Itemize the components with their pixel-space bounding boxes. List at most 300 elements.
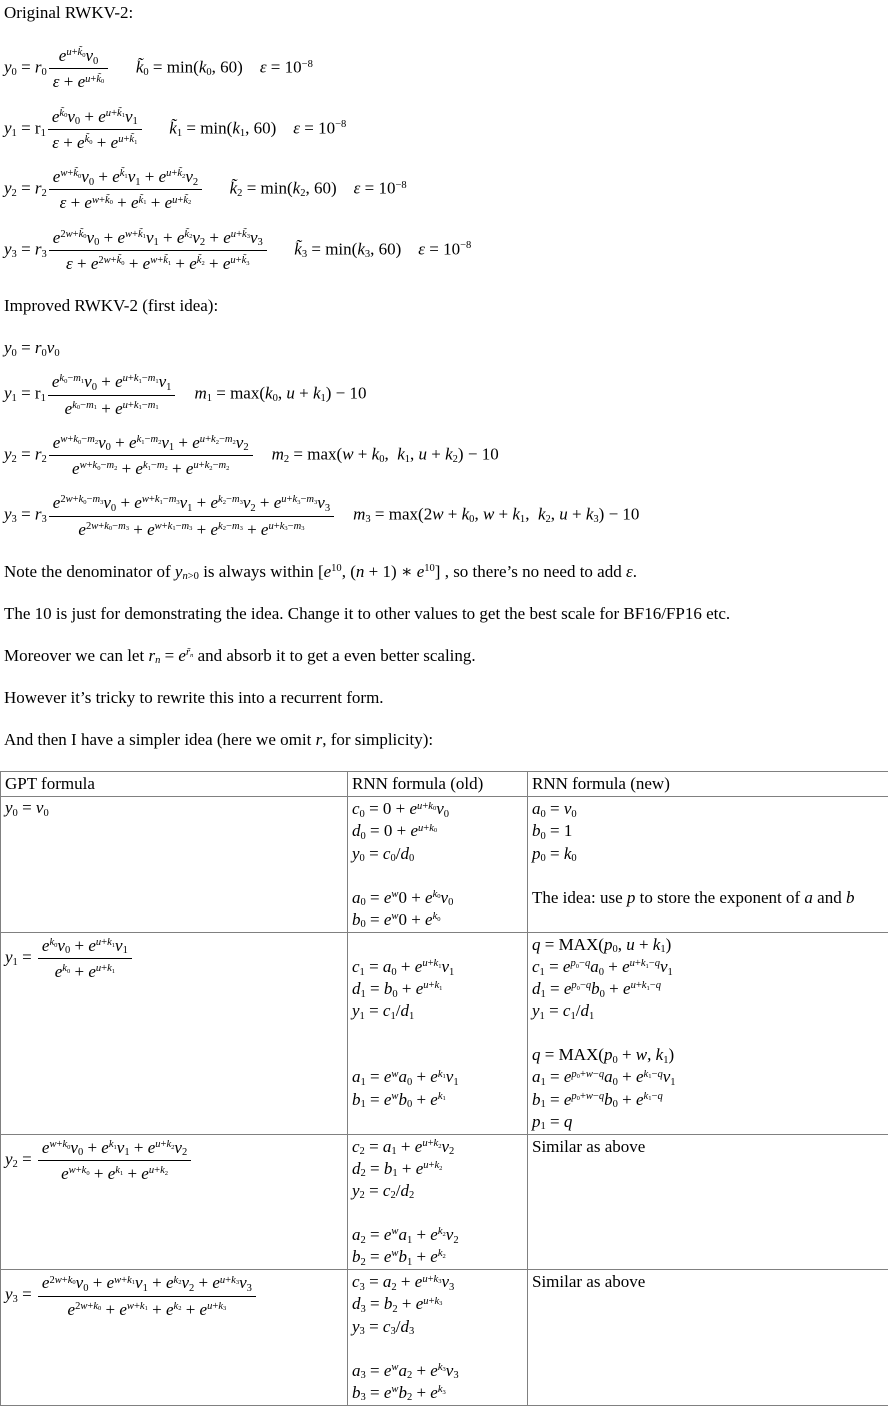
subscript: 0 [359,808,365,820]
subscript: 1 [138,404,142,412]
gpt-formula-cell: $y_3$ = $\frac{e^{2w+k_0}v_0 + e^{w+k_1}v_1 + e^{k_2}v_2 + e^{u+k_3}v_3}{e^{2w+k_0} + e^{w+k_1} + e^{k_2} + e^{u+k_3}}$ [1,1270,348,1406]
subscript: 0 [406,1076,413,1088]
superscript: k1 [108,1138,117,1151]
subscript: 3 [125,525,129,533]
subscript: 2 [250,502,256,514]
subscript: 1 [141,438,145,446]
formula-line: $y_1 = c_1/d_1$ [532,1001,595,1022]
subscript: 0 [11,347,17,359]
subscript: 1 [442,1073,446,1081]
subscript: 3 [439,1300,443,1308]
subscript: 1 [93,404,97,412]
subscript: 0 [89,138,93,146]
subscript: 0 [91,381,97,393]
subscript: 0 [121,259,125,267]
superscript: u+k̃2 [172,194,192,207]
superscript: u+k̃1 [118,134,138,146]
formula-line: $q = MAX(p_0$, $u + k_1$) [532,934,672,956]
subscript: 1 [153,237,159,249]
subscript: 0 [101,78,105,86]
rnn-old-cell [348,932,528,1134]
subscript: 1 [540,1121,546,1133]
subscript: 1 [646,984,650,992]
subscript: 2 [452,453,458,465]
subscript: 1 [404,453,411,465]
superscript: u+k1 [95,963,116,975]
subscript: 2 [406,1392,413,1404]
superscript: u+k2 [148,1165,169,1177]
subscript: 1 [80,378,85,386]
fraction [49,431,253,481]
subscript: 2 [164,464,168,472]
equation: $y_2 = r_2$ $\frac{e^{w+k̃_0}v_0 + e^{k̃_1}v_1 + e^{u+k̃_2}v_2}{\varepsilon + e^{w+k̃_0} + e^{k̃_1} + e^{u+k̃_2}}$ $k̃_2 = \min(k_2$, 60) $\varepsilon = 10^{-8}$ [4,165,888,215]
subscript: 1 [406,1256,413,1268]
subscript: 1 [540,1076,546,1088]
subscript: 0 [408,853,415,865]
subscript: 0 [432,805,437,813]
subscript: 2 [188,199,192,207]
subscript: 1 [239,127,246,139]
fraction-denominator: $\varepsilon + e^{2w+k̃_0} + e^{w+k̃_1} + e^{k̃_2} + e^{u+k̃_3}$ [49,250,267,275]
subscript: 3 [41,514,47,526]
subscript: 1 [392,1168,398,1180]
subscript: 0 [360,830,366,842]
superscript: u+k3 [219,1274,240,1287]
superscript: k0 [62,963,71,975]
superscript: k̃1 [119,168,128,180]
subscript: 2 [222,525,226,533]
superscript: w+k̃1 [150,255,172,267]
superscript: k̃0 [59,107,68,120]
subscript: 1 [539,1010,545,1022]
subscript: 0 [43,807,49,819]
subscript: 3 [453,1370,459,1382]
subscript: 3 [246,1282,252,1294]
superscript: p0+w−q [571,1090,605,1103]
subscript: 1 [391,1146,397,1158]
formula-line: Similar as above [532,1136,646,1156]
superscript: p0+w−q [571,1068,605,1081]
superscript: w [391,1361,399,1373]
subscript: 1 [167,259,172,267]
subscript: 3 [442,1388,446,1396]
paragraph: Improved RWKV-2 (first idea): [4,296,219,316]
subscript: 0 [540,808,546,820]
formula-line: $b_0 = 1$ [532,821,573,842]
formula-line [532,1022,884,1044]
superscript: k0 [432,911,441,923]
subscript: 2 [209,464,213,472]
fraction-numerator: $e^{w+k̃_0}v_0 + e^{k̃_1}v_1 + e^{u+k̃_2}v_2$ [52,167,199,188]
subscript: 3 [284,525,288,533]
superscript: 2w+k0−m3 [60,494,104,507]
subscript: 1 [11,393,17,405]
subscript: 3 [301,248,308,260]
superscript: w+k̃0 [60,168,82,180]
superscript: k1 [437,1090,446,1103]
formula-line: $a_1 = e^wa_0 + e^{k_1}v_1$ [352,1067,459,1088]
formula-line: $c_0 = 0 + e^{u+k_0}v_0$ [352,799,450,820]
superscript: k1−q [643,1090,663,1103]
subscript: 0 [54,941,58,949]
subscript: 3 [301,525,305,533]
superscript: u+k3 [422,1273,442,1286]
subscript: 0 [64,378,68,386]
subscript: 2 [359,1146,365,1158]
subscript: 1 [663,1054,669,1066]
subscript: 2 [360,1256,366,1268]
subscript: 1 [11,127,17,139]
subscript: 1 [540,988,546,1000]
fraction-denominator: $e^{2w+k_0-m_3} + e^{w+k_1-m_3} + e^{k_2-m_3} + e^{u+k_3-m_3}$ [49,516,334,541]
subscript: 0 [83,1282,89,1294]
gpt-formula-cell: $y_1$ = $\frac{e^{k_0}v_0 + e^{u+k_1}v_1}{e^{k_0} + e^{u+k_1}}$ [1,932,348,1134]
superscript: k̃1 [138,194,147,207]
subscript: 2 [182,172,186,180]
subscript: 2 [189,233,193,241]
formula-line: $d_0 = 0 + e^{u+k_0}$ [352,821,438,842]
superscript: u+k0 [418,822,438,835]
equation: $y_0 = r_0$ $\frac{e^{u+k̃_0}v_0}{\varepsilon + e^{u+k̃_0}}$ $k̃_0 = \min(k_0$, 60) $\varepsilon = 10^{-8}$ [4,44,888,94]
formula-line: $d_2 = b_1 + e^{u+k_2}$ [352,1158,443,1180]
subscript: 2 [243,442,249,454]
table-row [1,797,888,933]
subscript: 0 [443,808,450,820]
subscript: 3 [438,1278,442,1286]
subscript: 1 [570,1010,576,1022]
equation: $y_2 = r_2$ $\frac{e^{w+k_0-m_2}v_0 + e^{k_1-m_2}v_1 + e^{u+k_2-m_2}v_2}{e^{w+k_0-m_2} + e^{k_1-m_2} + e^{u+k_2-m_2}}$ $m_2 = \max(w + k_0$, $k_1$, $u + k_2) - 10$ [4,431,888,481]
table-row [1,1270,888,1406]
superscript: 2w+k̃0 [98,255,125,267]
fraction [49,165,202,215]
subscript: 0 [64,112,68,120]
superscript: k1 [437,1068,446,1081]
subscript: 3 [365,514,371,526]
subscript: 0 [379,453,385,465]
subscript: 0 [571,853,577,865]
fraction [38,1136,191,1186]
subscript: 3 [442,1366,446,1374]
subscript: 1 [155,378,159,386]
superscript: u+k3−m3 [268,520,305,533]
formula-line: $y_0 = c_0/d_0$ [352,843,415,865]
subscript: 2 [237,188,243,200]
subscript: 1 [176,127,183,139]
superscript: u+k1−q [630,980,661,992]
rnn-new-cell [528,797,888,933]
subscript: 2 [164,1169,169,1177]
equation: $y_0 = r_0v_0$ [4,338,60,359]
subscript: 3 [449,1281,455,1293]
superscript: w+k0−m2 [60,433,99,446]
subscript: 1 [206,393,212,405]
table-row [1,932,888,1134]
subscript: 0 [110,502,117,514]
rnn-new-cell [528,1270,888,1406]
subscript: 1 [359,1010,365,1022]
superscript: u+k3 [207,1300,227,1313]
subscript: 0 [612,944,618,956]
subscript: 1 [121,112,125,120]
subscript: 2 [359,1190,365,1202]
subscript: 0 [540,853,546,865]
subscript: 1 [40,393,46,405]
fraction-numerator: $e^{u+k̃_0}v_0$ [58,46,99,67]
subscript: 0 [437,915,441,923]
subscript: 0 [109,199,113,207]
subscript: 3 [314,499,318,507]
subscript: 0 [78,438,82,446]
fraction-denominator: $e^{k_0-m_1} + e^{u+k_1-m_1}$ [48,395,176,420]
fraction [49,226,267,276]
subscript: 1 [648,1073,652,1081]
superscript: u+k2 [155,1138,175,1151]
subscript: 0 [76,404,81,412]
formula-line [352,1338,523,1360]
fraction-denominator: $e^{2w+k_0} + e^{w+k_1} + e^{k_2} + e^{u+k_3}$ [38,1296,256,1321]
superscript: w [391,1068,399,1080]
subscript: 0 [41,67,47,79]
subscript: 2 [41,453,47,465]
fraction-numerator: $e^{2w+k_0-m_3}v_0 + e^{w+k_1-m_3}v_1 + e^{k_2-m_3}v_2 + e^{u+k_3-m_3}v_3$ [52,493,331,514]
column-header: RNN formula (new) [528,772,888,797]
subscript: 2 [438,1142,442,1150]
subscript: 0 [360,919,366,931]
subscript: 2 [94,438,99,446]
equation: $y_1 = r_1$ $\frac{e^{k_0-m_1}v_0 + e^{u+k_1-m_1}v_1}{e^{k_0-m_1} + e^{u+k_1-m_1}}$ $m_1 = \max(k_0$, $u + k_1) - 10$ [4,370,888,420]
subscript: 1 [111,967,116,975]
subscript: 2 [181,1147,188,1159]
subscript: 2 [11,188,17,200]
subscript: 0 [67,1143,71,1151]
superscript: k̃0 [84,134,93,146]
subscript: 3 [100,499,104,507]
subscript: 1 [135,176,141,188]
formula-line: $c_1 = e^{p_0-q}a_0 + e^{u+k_1-q}v_1$ [532,957,673,978]
subscript: 0 [392,988,398,1000]
subscript: 1 [12,957,18,969]
formula-line: $d_1 = b_0 + e^{u+k_1}$ [352,979,443,1000]
equation: $y_3 = r_3$ $\frac{e^{2w+k̃_0}v_0 + e^{w+k̃_1}v_1 + e^{k̃_2}v_2 + e^{u+k̃_3}v_3}{\varepsilon + e^{2w+k̃_0} + e^{w+k̃_1} + e^{k̃_2} + e^{u+k̃_3}}$ $k̃_3 = \min(k_3$, 60) $\varepsilon = 10^{-8}$ [4,226,888,276]
subscript: 1 [660,944,666,956]
superscript: w [391,1248,399,1260]
subscript: 2 [158,438,162,446]
table-header-row [1,772,888,797]
formula-line: $y_1 = c_1/d_1$ [352,1001,415,1022]
subscript: 1 [131,1279,136,1287]
paragraph: Original RWKV-2: [4,3,134,22]
subscript: 0 [97,464,101,472]
subscript: 2 [442,1230,446,1238]
superscript: u+k1−m1 [122,373,159,386]
superscript: u+k1 [423,980,443,992]
column-header: GPT formula [1,772,348,797]
column-header: RNN formula (old) [348,772,528,797]
fraction-denominator: $\varepsilon + e^{k̃_0} + e^{u+k̃_1}$ [48,129,142,154]
subscript: 3 [364,248,371,260]
superscript: w [391,911,399,923]
subscript: 0 [12,807,18,819]
subscript: 0 [77,1147,84,1159]
superscript: w+k0−m2 [79,460,118,472]
subscript: 0 [64,945,71,957]
subscript: 2 [360,1168,366,1180]
fraction [48,370,176,420]
formula-line: $b_1 = e^{p_0+w-q}b_0 + e^{k_1-q}$ [532,1089,663,1111]
fraction [48,105,142,155]
subscript: 1 [539,966,545,978]
subscript: 0 [576,1095,580,1103]
subscript: 1 [320,393,326,405]
superscript: k0−m1 [72,399,97,412]
subscript: 3 [360,1303,366,1315]
subscript: 0 [571,808,577,820]
formula-line: $d_3 = b_2 + e^{u+k_3}$ [352,1294,443,1315]
subscript: 3 [235,1279,240,1287]
subscript: 0 [86,1169,90,1177]
subscript: 1 [438,962,442,970]
subscript: 3 [11,248,17,260]
subscript: 0 [93,55,99,67]
subscript: 2 [11,453,17,465]
superscript: −8 [335,119,347,131]
superscript: r̃n [185,647,194,659]
subscript: 0 [576,984,580,992]
superscript: u+k1 [95,937,116,949]
formula-line: $a_0 = e^w0 + e^{k_0}v_0$ [352,887,454,909]
subscript: 1 [648,1095,652,1103]
subscript: 2 [283,453,290,465]
subscript: 0 [433,827,438,835]
subscript: 0 [406,1099,413,1111]
subscript: 1 [143,199,147,207]
subscript: 0 [78,172,82,180]
subscript: 0 [448,897,454,909]
paragraph: However it’s tricky to rewrite this into a recurrent form. [4,688,384,708]
subscript: 1 [172,525,176,533]
fraction-denominator: $\varepsilon + e^{w+k̃_0} + e^{k̃_1} + e^{u+k̃_2}$ [49,189,202,214]
subscript: 3 [408,1326,415,1338]
fraction-denominator: $e^{w+k_0} + e^{k_1} + e^{u+k_2}$ [38,1160,191,1185]
table-section [0,771,888,1406]
subscript: 0 [108,525,113,533]
subscript: 3 [593,514,599,526]
fraction-denominator: $e^{w+k_0-m_2} + e^{k_1-m_2} + e^{u+k_2-m_2}$ [49,455,253,480]
formula-line [352,1044,523,1066]
fraction-numerator: $e^{k_0}v_0 + e^{u+k_1}v_1$ [41,935,128,957]
subscript: 2 [178,1305,182,1313]
subscript: 2 [222,499,226,507]
subscript: 1 [40,127,46,139]
fraction-denominator: $e^{k_0} + e^{u+k_1}$ [38,958,132,983]
rnn-old-cell [348,1134,528,1270]
formula-line: $c_3 = a_2 + e^{u+k_3}v_3$ [352,1272,455,1293]
superscript: u+k̃1 [105,107,125,120]
superscript: w+k0 [49,1138,71,1151]
subscript: 3 [360,1392,366,1404]
subscript: 0 [72,1279,76,1287]
superscript: k̃2 [184,228,193,241]
subscript: 3 [189,525,193,533]
superscript: w+k̃0 [91,194,113,207]
formula-line: $y_3 = c_3/d_3$ [352,1316,415,1338]
formula-line: $a_2 = e^wa_1 + e^{k_2}v_2$ [352,1225,459,1246]
superscript: k2 [437,1226,446,1238]
subscript: 0 [83,233,87,241]
subscript: 0 [575,962,579,970]
superscript: −8 [395,179,407,191]
superscript: u+k̃0 [66,47,86,59]
subscript: 2 [442,1252,446,1260]
subscript: 2 [226,464,230,472]
superscript: u+k0 [417,800,437,813]
subscript: 2 [408,1190,415,1202]
subscript: 0 [54,347,60,359]
subscript: 2 [171,1143,175,1151]
subscript: 0 [612,1076,618,1088]
subscript: 3 [239,525,243,533]
subscript: 3 [223,1305,227,1313]
superscript: w+k1 [126,1300,148,1313]
subscript: n [190,651,194,659]
formula-line: $q = MAX(p_0 + w$, $k_1$) [532,1045,675,1066]
formula-line: Similar as above [532,1272,646,1292]
subscript: 0 [360,897,366,909]
subscript: 0 [437,893,441,901]
superscript: k3 [437,1361,446,1374]
superscript: 2w+k0 [49,1274,76,1287]
subscript: 1 [360,1076,366,1088]
formula-line [352,865,523,887]
superscript: w [391,1226,399,1238]
subscript: 1 [667,966,673,978]
rnn-old-cell [348,797,528,933]
formula-line [352,934,523,956]
gpt-formula-cell: $y_0 = v_0$ [1,797,348,933]
superscript: k1 [115,1165,124,1177]
superscript: u+k̃3 [230,228,250,241]
superscript: 2w+k̃0 [60,228,87,241]
subscript: 2 [390,1190,396,1202]
superscript: w+k0 [68,1165,90,1177]
subscript: 1 [134,138,138,146]
superscript: p0−q [571,980,592,992]
subscript: 1 [645,962,649,970]
subscript: 1 [360,988,366,1000]
subscript: 3 [297,499,301,507]
subscript: 2 [232,438,236,446]
subscript: 2 [545,514,551,526]
subscript: 1 [453,1076,459,1088]
subscript: 2 [360,1234,366,1246]
subscript: 3 [257,237,263,249]
superscript: k2−m3 [218,520,243,533]
subscript: 0 [359,853,365,865]
rnn-new-cell [528,1134,888,1270]
superscript: u+k1−m1 [122,399,159,412]
formula-line: $c_2 = a_1 + e^{u+k_2}v_2$ [352,1136,455,1158]
subscript: 1 [390,1010,396,1022]
subscript: 0 [540,830,546,842]
superscript: u+k2−m2 [193,460,230,472]
formula-line: The idea: use p to store the exponent of a and b [532,887,855,907]
subscript: 3 [359,1326,365,1338]
superscript: p0−q [570,958,591,970]
superscript: k1−m2 [142,460,168,472]
subscript: 1 [124,172,128,180]
superscript: k2 [437,1248,446,1260]
subscript: 1 [147,464,151,472]
